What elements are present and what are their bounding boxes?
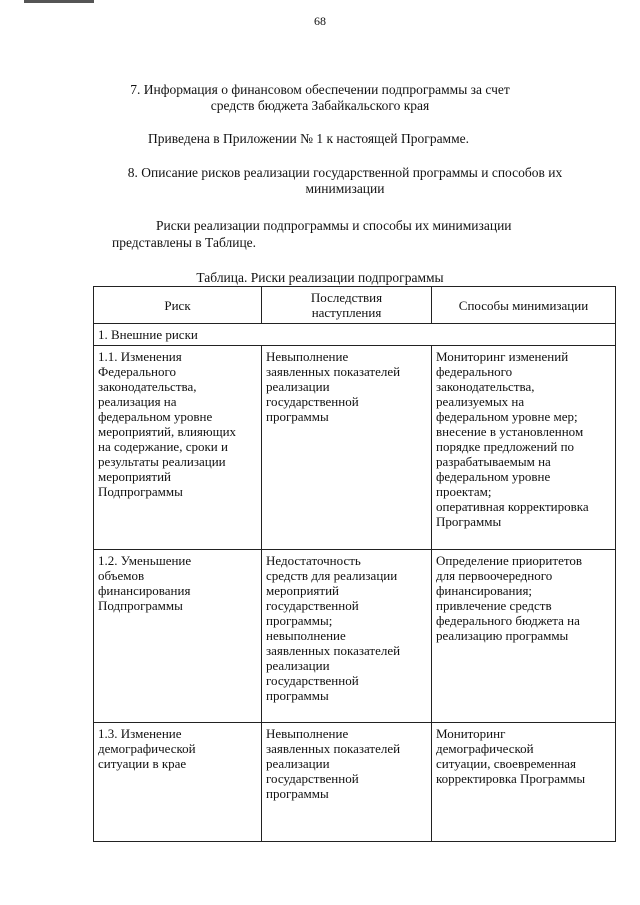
- section-8-paragraph-line2: представлены в Таблице.: [112, 235, 257, 250]
- section-8-heading: [95, 165, 595, 197]
- consequence-cell: Невыполнение заявленных показателей реализации государственной программы: [262, 346, 432, 550]
- table-row: [94, 550, 616, 723]
- section-7-heading-line1: 7. Информация о финансовом обеспечении подпрограммы за счет: [130, 82, 510, 97]
- table-row: [94, 346, 616, 550]
- consequence-cell: Недостаточность средств для реализации мероприятий государственной программы; невыполнение заявленных показателей реализации государственной программы: [262, 550, 432, 723]
- table-row: [94, 723, 616, 842]
- risks-table: [93, 286, 616, 842]
- section-8-heading-line1: 8. Описание рисков реализации государственной программы и способов их: [127, 165, 563, 180]
- table-section-row: [94, 324, 616, 346]
- section-7-text: Приведена в Приложении № 1 к настоящей Программе.: [148, 131, 470, 146]
- risk-cell: 1.1. Изменения Федерального законодательства, реализация на федеральном уровне мероприятий, влияющих на содержание, сроки и результаты реализации мероприятий Подпрограммы: [94, 346, 262, 550]
- risk-cell: 1.2. Уменьшение объемов финансирования Подпрограммы: [94, 550, 262, 723]
- section-8-paragraph-line1: Риски реализации подпрограммы и способы их минимизации: [156, 218, 512, 233]
- header-mitigation: Способы минимизации: [432, 287, 616, 324]
- table-caption: Таблица. Риски реализации подпрограммы: [196, 270, 444, 285]
- header-risk: Риск: [94, 287, 262, 324]
- section-7-heading-line2: средств бюджета Забайкальского края: [210, 98, 430, 113]
- mitigation-cell: Определение приоритетов для первоочередного финансирования; привлечение средств федерального бюджета на реализацию программы: [432, 550, 616, 723]
- section-8-paragraph: [112, 217, 606, 251]
- mitigation-cell: Мониторинг демографической ситуации, своевременная корректировка Программы: [432, 723, 616, 842]
- header-consequences: Последствия наступления: [262, 287, 432, 324]
- section-title-external-risks: 1. Внешние риски: [94, 324, 616, 346]
- mitigation-cell: Мониторинг изменений федерального законодательства, реализуемых на федеральном уровне мер; внесение в установленном порядке предложений по разрабатываемым на федеральном уровне проектам; оперативная корректировка Программы: [432, 346, 616, 550]
- page-number: 68: [314, 14, 326, 28]
- scan-artifact-line: [24, 0, 94, 3]
- table-header-row: [94, 287, 616, 324]
- section-7-heading: [110, 82, 530, 114]
- risk-cell: 1.3. Изменение демографической ситуации в крае: [94, 723, 262, 842]
- consequence-cell: Невыполнение заявленных показателей реализации государственной программы: [262, 723, 432, 842]
- section-8-heading-line2: минимизации: [305, 181, 385, 196]
